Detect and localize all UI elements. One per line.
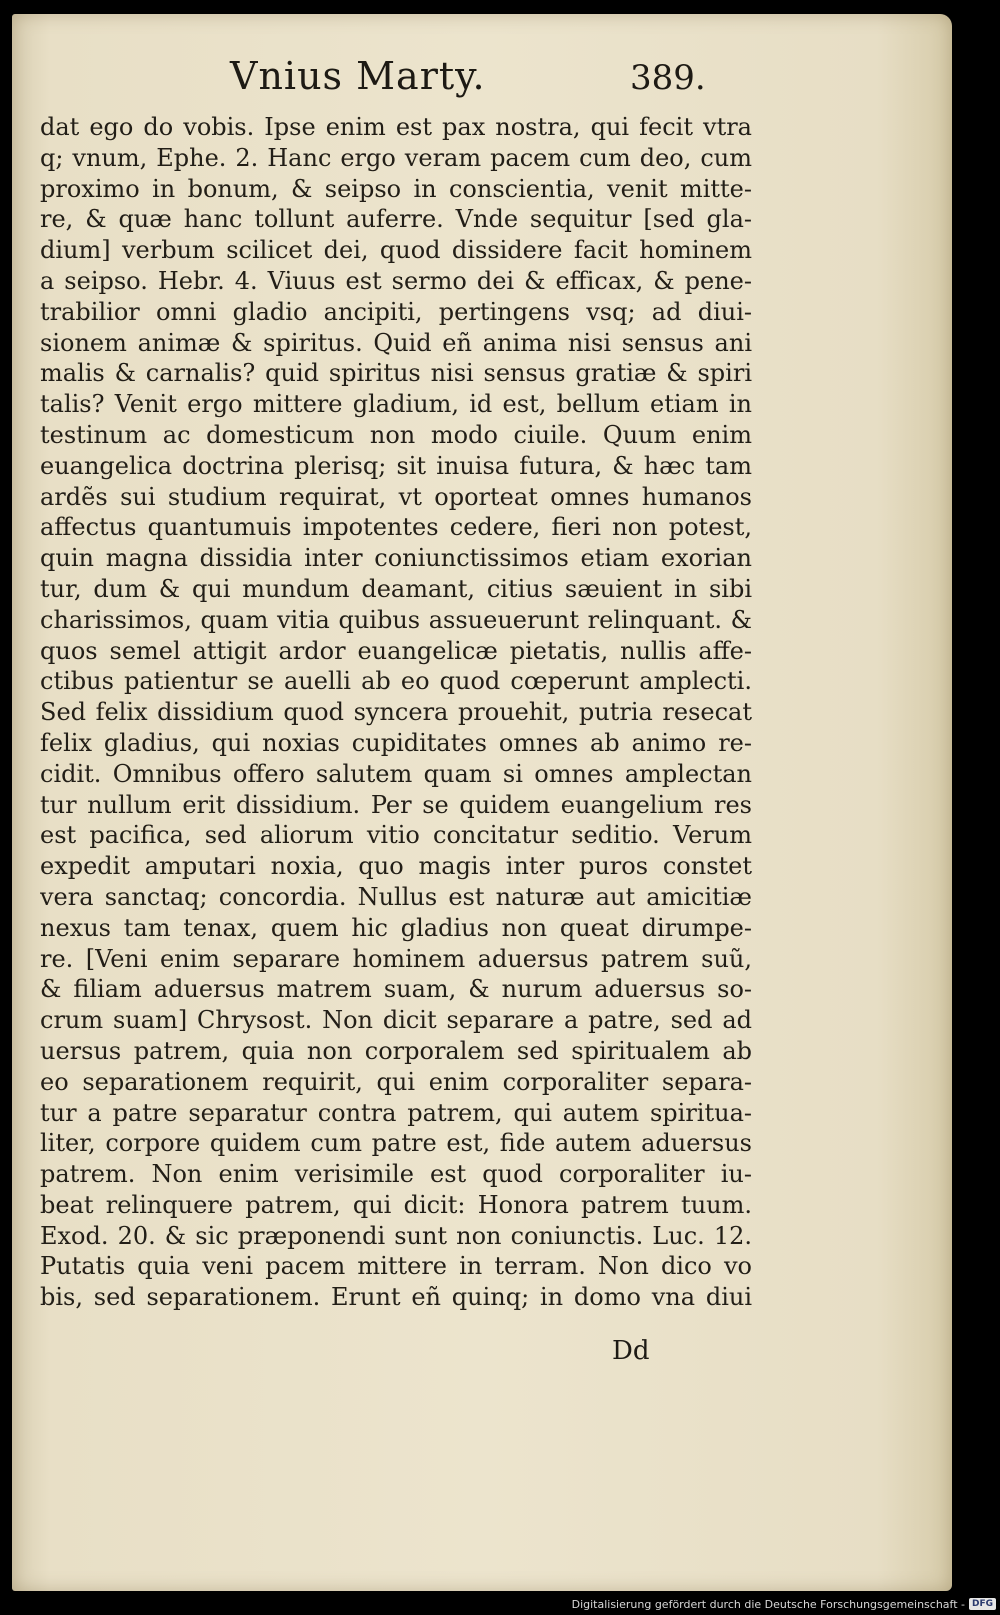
text-line: q; vnum, Ephe. 2. Hanc ergo veram pacem cum deo, cum (40, 143, 752, 172)
text-line: beat relinquere patrem, qui dicit: Honora patrem tuum. (40, 1190, 752, 1219)
text-line: Putatis quia veni pacem mittere in terram. Non dico vo (40, 1252, 752, 1281)
text-line: sionem animæ & spiritus. Quid eñ anima nisi sensus ani (40, 328, 752, 357)
text-line: malis & carnalis? quid spiritus nisi sensus gratiæ & spiri (40, 359, 752, 388)
text-line: expedit amputari noxia, quo magis inter puros constet (40, 852, 752, 881)
text-line: ardẽs sui studium requirat, vt oporteat omnes humanos (40, 482, 752, 511)
running-head (40, 54, 752, 112)
text-line: & filiam aduersus matrem suam, & nurum aduersus so- (40, 975, 752, 1004)
text-line: est pacifica, sed aliorum vitio concitatur seditio. Verum (40, 821, 752, 850)
text-line: felix gladius, qui noxias cupiditates omnes ab animo re- (40, 728, 752, 757)
text-line: affectus quantumuis impotentes cedere, fieri non potest, (40, 513, 752, 542)
credit-text: Digitalisierung gefördert durch die Deutsche Forschungsgemeinschaft - (571, 1597, 965, 1611)
body-text (40, 112, 752, 1313)
text-line: testinum ac domesticum non modo ciuile. Quum enim (40, 420, 752, 449)
text-line: bis, sed separationem. Erunt eñ quinq; in domo vna diui (40, 1283, 752, 1312)
digitization-credit (568, 1593, 1000, 1615)
text-line: tur, dum & qui mundum deamant, citius sæuient in sibi (40, 574, 752, 603)
text-line: liter, corpore quidem cum patre est, fide autem aduersus (40, 1129, 752, 1158)
text-line: a seipso. Hebr. 4. Viuus est sermo dei & efficax, & pene- (40, 266, 752, 295)
text-line: quin magna dissidia inter coniunctissimos etiam exorian (40, 544, 752, 573)
text-line: crum suam] Chrysost. Non dicit separare a patre, sed ad (40, 1006, 752, 1035)
text-line: dat ego do vobis. Ipse enim est pax nostra, qui fecit vtra (40, 113, 752, 141)
text-line: Exod. 20. & sic præponendi sunt non coniunctis. Luc. 12. (40, 1221, 752, 1250)
text-line: re. [Veni enim separare hominem aduersus patrem suũ, (40, 944, 752, 973)
text-line: uersus patrem, quia non corporalem sed spiritualem ab (40, 1036, 752, 1065)
text-line: charissimos, quam vitia quibus assueuerunt relinquant. & (40, 605, 752, 634)
text-line: Sed felix dissidium quod syncera prouehit, putria resecat (40, 698, 752, 727)
text-line: euangelica doctrina plerisq; sit inuisa futura, & hæc tam (40, 451, 752, 480)
text-line: ctibus patientur se auelli ab eo quod cœperunt amplecti. (40, 667, 752, 696)
text-line: quos semel attigit ardor euangelicæ pietatis, nullis affe- (40, 636, 752, 665)
text-line: dium] verbum scilicet dei, quod dissidere facit hominem (40, 236, 752, 265)
text-line: vera sanctaq; concordia. Nullus est naturæ aut amicitiæ (40, 882, 752, 911)
page-number: 389. (630, 58, 706, 98)
text-line: trabilior omni gladio ancipiti, pertingens vsq; ad diui- (40, 297, 752, 326)
book-page (12, 14, 952, 1591)
text-line: talis? Venit ergo mittere gladium, id est, bellum etiam in (40, 390, 752, 419)
page-content (40, 54, 752, 1366)
text-line: tur a patre separatur contra patrem, qui autem spiritua- (40, 1098, 752, 1127)
dfg-logo-icon: DFG (969, 1598, 996, 1610)
text-line: proximo in bonum, & seipso in conscientia, venit mitte- (40, 174, 752, 203)
text-line: nexus tam tenax, quem hic gladius non queat dirumpe- (40, 913, 752, 942)
signature-mark: Dd (612, 1336, 650, 1366)
text-line: cidit. Omnibus offero salutem quam si omnes amplectan (40, 759, 752, 788)
running-title: Vnius Marty. (230, 54, 486, 98)
text-line: eo separationem requirit, qui enim corporaliter separa- (40, 1067, 752, 1096)
text-line: patrem. Non enim verisimile est quod corporaliter iu- (40, 1160, 752, 1189)
text-line: tur nullum erit dissidium. Per se quidem euangelium res (40, 790, 752, 819)
text-line: re, & quæ hanc tollunt auferre. Vnde sequitur [sed gla- (40, 205, 752, 234)
